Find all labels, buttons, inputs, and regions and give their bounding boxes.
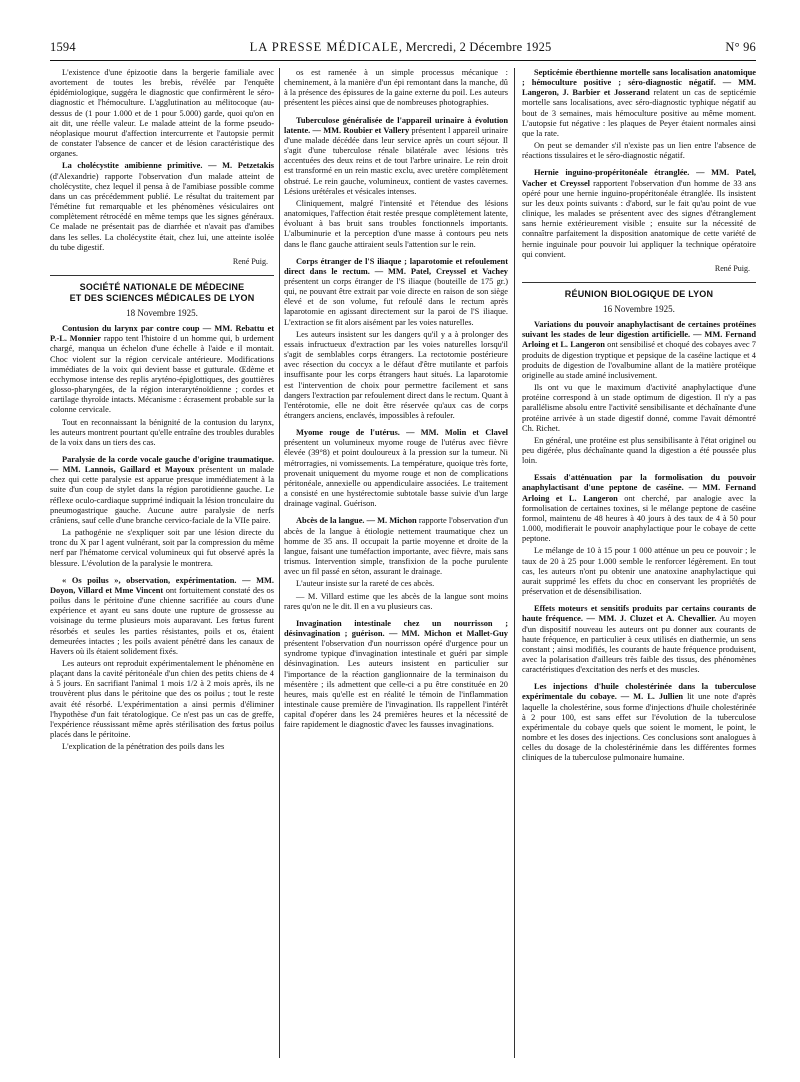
section-title: RÉUNION BIOLOGIQUE DE LYON — [522, 282, 756, 300]
article-text: lit une note d'après laquelle la cholestérine, sous forme d'injections d'huile cholestérinée à 2 pour 100, est sans effet sur l'évolution de la tuberculose expérimentale du cobaye quels que soient le moment, le point, le nombre et les doses des injections. Ces conclusions sont analogues à celles du dosage de la cholestérinémie dans les différentes formes cliniques de la tuberculose pulmonaire humaine. — [522, 692, 757, 763]
article-title: Myome rouge de l'utérus. — MM. Molin et Clavel — [296, 428, 508, 438]
article-title: Invagination intestinale chez un nourrisson ; désinvagination ; guérison. — MM. Michon et Mallet-Guy — [284, 618, 508, 638]
article-text: présentent un corps étranger de l'S iliaque (bouteille de 175 gr.) qui, ne pouvant être extrait par voie directe en raison de son siège élevé et de son volume, fut refoulé dans le rectum après laparotomie en agissant directement sur la paroi de l'S iliaque. L'extraction se fit alors aisément par les voies naturelles. — [284, 276, 508, 327]
article-text: présentent l appareil urinaire d'une malade décédée dans leur service après un court séjour. Il s'agit d'une tuberculose rénale bilatérale avec lésions très accentuées des deux reins et de tout l'arbre urinaire. Le rein droit est transformé en un rein mastic exclu, avec uretère complètement obstrué. Le rein gauche, volumineux, contient de vastes cavernes. Lésions urétérales et vésicales intenses. — [284, 125, 508, 196]
article-text: relatent un cas de septicémie mortelle sans localisations, avec séro-diagnostic typhique négatif au bout de 3 semaines, mais hémoculture positive au même moment. L'autopsie fut négative : les plaques de Peyer étaient normales ainsi que la rate. — [522, 88, 757, 138]
article-text: ont cherché, par analogie avec la formolisation de certaines toxines, si le mélange peptone de caséine formol, maintenu de 48 heures à 40 jours à des taux de 4 à 50 pour 1.000, modifierait le pouvoir anaphylactique pour le cobaye de cette peptone. — [522, 493, 756, 544]
article-title: Abcès de la langue. — M. Michon — [296, 516, 417, 526]
article-title: Effets moteurs et sensitifs produits par certains courants de haute fréquence. — MM. J. Cluzet et A. Chevallier. — [522, 604, 756, 624]
signature: René Puig. — [232, 256, 268, 266]
article-title: « Os poilus », observation, expérimentation. — MM. Doyon, Villard et Mme Vincent — [50, 575, 274, 595]
paragraph: L'auteur insiste sur la rareté de ces abcès. — [296, 579, 435, 589]
journal-title-line: LA PRESSE MÉDICALE, Mercredi, 2 Décembre 1925 — [249, 40, 552, 54]
section-title — [50, 275, 274, 304]
article-text: (d'Alexandrie) rapporte l'observation d'un malade atteint de cholécystite, chez lequel il pensa à de l'amibiase possible comme dans un cas précédemment publié. Le résultat du traitement par l'émétine fut remarquable et les phénomènes vésiculaires ont complètement rétrocédé en même temps que les signes généraux. Ce malade ne présentait pas de diarrhée et n'avait pas d'amibes dans les selles. La cholécystite était, chez lui, une atteinte isolée du tube digestif. — [50, 171, 274, 252]
article-paragraph — [522, 473, 756, 544]
article-text: présentent un volumineux myome rouge de l'utérus avec fièvre élevée (39°8) et point douloureux à la pression sur la tumeur. Ni métrorragies, ni vomissements. La température, quoique très forte, provenait uniquement du myome rouge et non de complications péritonéale, annexielle ou appendiculaire associées. Le traitement a consisté en une hystérectomie subtotale basse suivie d'un large drainage vaginal. Guérison. — [284, 438, 508, 509]
page-number: 1594 — [50, 40, 76, 54]
article-paragraph — [284, 257, 508, 328]
column-1 — [50, 68, 274, 754]
column-2 — [284, 68, 508, 733]
article-text: rappo tent l'histoire d un homme qui, b urdement chargé, manqua un échelon d'une échelle à l'aide e il montait. Choc violent sur la région cervicale antérieure. Modifications immédiates de la voix qui devient basse et gutturale. Œdème et ecchymose intense des replis aryténo-épiglottiques, des gouttières glosso-pharyngées, de la région interaryténoïdienne ; cordes et cartilage thyroïde intacts. Mécanisme : écrasement probable sur la colonne cervicale. — [50, 334, 274, 415]
section-title-line: ET DES SCIENCES MÉDICALES DE LYON — [69, 292, 255, 303]
paragraph: — M. Villard estime que les abcès de la langue sont moins rares qu'on ne le dit. Il en a vu plusieurs cas. — [284, 591, 508, 611]
issue-number: N° 96 — [725, 40, 756, 54]
article-title: Variations du pouvoir anaphylactisant de certaines protéines suivant les stades de leur digestion artificielle. — MM. Fernand Arloing et L. Langeron — [522, 320, 756, 350]
section-date: 18 Novembre 1925. — [126, 307, 198, 318]
article-text: rapportent l'observation d'un homme de 33 ans opéré pour une hernie inguino-propéritonéale étranglée. Ils insistent sur les deux points suivants : d'abord, sur le fait qu'au point de vue clinique, les malades se présentent avec des signes d'étranglement sans hernie extérieurement visible ; ensuite sur la nécessité de connaître parfaitement la disposition anatomique de cette variété de hernie inguinale pour pouvoir lui appliquer la technique opératoire qui convient. — [522, 178, 756, 259]
article-title: Corps étranger de l'S iliaque ; laparotomie et refoulement direct dans le rectum. — MM. Patel, Creyssel et Vachey — [284, 256, 508, 276]
paragraph: La pathogénie ne s'expliquer soit par une lésion directe du tronc du X par l agent vulnérant, soit par la compression du même nerf par l'hématome cervical volumineux qui fut observé après la blessure. L'évolution de la paralysie le montrera. — [50, 528, 274, 568]
article-paragraph — [522, 168, 756, 259]
issue-date: Mercredi, 2 Décembre 1925 — [405, 40, 552, 54]
column-divider — [279, 68, 280, 1058]
article-text: présentent l'observation d'un nourrisson opéré d'urgence pour un syndrome typique d'invagination intestinale et guéri par simple désinvagination. Les auteurs insistent en particulier sur l'importance de la réaction ganglionnaire de la terminaison du mésentère ; ils admettent que celle-ci a pu être constituée en 20 heures, mais qu'elle est en réalité le témoin de l'inflammation intestinale cause première de l'invagination. Ils rappellent l'intérêt capital d'opérer dans les 24 premières heures et la nécessité de faire rapidement le diagnostic d'avec les fausses invaginations. — [284, 639, 508, 730]
article-title: Tuberculose généralisée de l'appareil urinaire à évolution latente. — MM. Roubier et Vallery — [284, 115, 508, 135]
article-paragraph — [50, 576, 274, 657]
section-title-line: SOCIÉTÉ NATIONALE DE MÉDECINE — [79, 281, 245, 292]
paragraph: Le mélange de 10 à 15 pour 1 000 atténue un peu ce pouvoir ; le taux de 20 à 25 pour 1.000 semble le renforcer légèrement. En tout cas, les auteurs n'ont pu obtenir une anatoxine anaphylactique qui aurait supprimé les effets du choc en conservant les propriétés de préservation et de désensibilisation. — [522, 546, 756, 597]
article-paragraph — [284, 116, 508, 197]
article-paragraph — [284, 516, 508, 577]
column-3 — [522, 68, 756, 766]
article-title: Hernie inguino-propéritonéale étranglée. — MM. Patel, Vacher et Creyssel — [522, 168, 756, 188]
journal-name: LA PRESSE MÉDICALE — [249, 40, 399, 54]
article-paragraph — [284, 428, 508, 509]
paragraph: os est ramenée à un simple processus mécanique : cheminement, à la manière d'un épi remontant dans la manche, dû à la présence des épissures de la gaine externe du poil. Les auteurs présentent les pièces ainsi que de nombreuses photographies. — [284, 68, 508, 108]
paragraph: Ils ont vu que le maximum d'activité anaphylactique d'une protéine correspond à un stade optimum de digestion. Il n'y a pas parallélisme absolu entre l'activité sensibilisante et déchaînante d'une protéine arrivée à un stade digestif donné, comme l'avait démontré Ch. Richet. — [522, 383, 756, 433]
paragraph: L'explication de la pénétration des poils dans les — [62, 742, 225, 752]
paragraph: Cliniquement, malgré l'intensité et l'étendue des lésions anatomiques, l'affection était restée presque complètement latente, évoluant à bas bruit sans troubles fonctionnels importants. L'albuminurie et la perception d'une masse à contours peu nets dans le flanc gauche attiraient seuls l'attention sur le rein. — [284, 198, 508, 249]
section-date: 16 Novembre 1925. — [603, 303, 675, 314]
article-title: Essais d'atténuation par la formolisation du pouvoir anaphylactisant d'une peptone de caséine. — MM. Fernand Arloing et L. Langeron — [522, 473, 756, 503]
header-rule — [50, 60, 756, 61]
paragraph: Tout en reconnaissant la bénignité de la contusion du larynx, les auteurs montrent pourtant qu'elle entraîne des troubles durables de la voix dans un tiers des cas. — [50, 417, 274, 447]
article-text: présentent un malade chez qui cette paralysie est apparue presque immédiatement à la suite d'un coup de stylet dans la région parotidienne gauche. Le réflexe oculo-cardiaque supprimé indiquait la lésion tronculaire du pneumogastrique gauche. Aucune autre paralysie de nerfs crâniens, sauf celle d'une branche cervico-faciale de la VIIe paire. — [50, 465, 274, 525]
article-paragraph — [522, 68, 756, 139]
paragraph: L'existence d'une épizootie dans la bergerie familiale avec avortement de toutes les brebis, révélée par l'enquête épidémiologique, suggéra le diagnostic que confirmèrent le séro-diagnostic et l'hémoculture. L'agglutination au mélitocoque (au-dessus de (1 pour 1.000 et de 1 pour 5.000) garde, quoi qu'on en ait dit, une réelle valeur. Le malade atteint de la forme pseudo-néoplasique mourut d'affection intercurrente et l'autopsie permit de constater l'absence de cancer et de lésion caractéristique des organes. — [50, 68, 274, 159]
paragraph: Les auteurs insistent sur les dangers qu'il y a à prolonger des essais infructueux d'extraction par les voies naturelles lorsqu'il s'agit de semblables corps étrangers. La rectotomie postérieure avec résection du coccyx a le défaut d'être mutilante et parfois insuffisante pour les corps étrangers haut situés. La laparotomie est l'intervention de choix pour permettre facilement et sans dangers l'extraction par refoulement direct dans le rectum. Quant à l'entérotomie, elle ne doit être réservée qu'aux cas de corps étrangers anciens, enclavés, impossibles à refouler. — [284, 329, 508, 420]
page-header — [50, 40, 756, 60]
article-text: Au moyen d'un dispositif nouveau les auteurs ont pu donner aux courants de haute fréquence, en particulier à ceux utilisés en diathermie, un sens constant ; ainsi modifiés, les courants de haute fréquence produisent, avec la polarisation d'ailleurs très faible des tissus, des phénomènes caractéristiques d'excitation des nerfs et des muscles. — [522, 614, 756, 675]
paragraph: On peut se demander s'il n'existe pas un lien entre l'absence de réactions tissulaires et le séro-diagnostic négatif. — [522, 141, 756, 161]
article-title: Septicémie éberthienne mortelle sans localisation anatomique ; hémoculture positive ; séro-diagnostic négatif. — MM. Langeron, J. Barbier et Josserand — [522, 68, 756, 98]
article-paragraph — [50, 455, 274, 526]
article-title: La cholécystite amibienne primitive. — M. Petzetakis — [62, 161, 274, 171]
article-title: Contusion du larynx par contre coup — MM. Rebattu et P.-L. Monnier — [50, 324, 274, 344]
article-paragraph — [522, 682, 756, 763]
paragraph: Les auteurs ont reproduit expérimentalement le phénomène en plaçant dans la cavité péritonéale d'un chien des petits chiens de 4 à 5 jours. En sacrifiant l'animal 1 mois 1/2 à 2 mois après, ils ne trouvèrent plus dans le péritoine que des os poilus ; tout le reste avait été résorbé. L'expérimentation a ainsi permis d'éliminer l'hypothèse d'un fait tératologique. Ce n'est pas un cas de greffe, l'expérience réussissant même après stérilisation des fœtus poilus placés dans le péritoine. — [50, 658, 274, 740]
signature: René Puig. — [714, 263, 750, 273]
article-paragraph — [50, 161, 274, 252]
article-title: Les injections d'huile cholestérinée dans la tuberculose expérimentale du cobaye. — M. L. Jullien — [522, 682, 756, 702]
article-title: Paralysie de la corde vocale gauche d'origine traumatique. — MM. Lannois, Gaillard et Mayoux — [50, 455, 274, 475]
column-divider — [514, 68, 515, 1058]
paragraph: En général, une protéine est plus sensibilisante à l'état originel ou peu digérée, plus déchaînante quand la digestion a été poussée plus loin. — [522, 435, 756, 466]
article-paragraph — [522, 604, 756, 675]
article-text: ont fortuitement constaté des os poilus dans le péritoine d'une chienne sacrifiée au cours d'une expérience et ayant eu sans doute une rupture de grossesse au voisinage du terme plusieurs mois auparavant. Les fœtus furent résorbés et seules les parties résistantes, poils et os, étaient demeurées intactes ; les poils avaient pénétré dans les canaux de Havers où ils étaient solidement fixés. — [50, 585, 275, 656]
article-text: ont sensibilisé et choqué des cobayes avec 7 produits de digestion tryptique et pepsique de la caséine lactique et 4 produits de digestion de l'ovalbumine allant de la matière protéique originelle au stade aminé inclusivement. — [522, 340, 756, 380]
article-paragraph — [50, 324, 274, 415]
article-paragraph — [284, 619, 508, 731]
article-text: rapporte l'observation d'un abcès de la langue à étiologie nettement traumatique chez un homme de 35 ans. Il occupait la partie moyenne et droite de la langue, faisant une tuméfaction importante, avec fièvre, mais sans trismus. Intervention simple, transfixion de la poche purulente avec un fil passé en séton, assurant le drainage. — [284, 516, 508, 577]
article-paragraph — [522, 320, 756, 381]
